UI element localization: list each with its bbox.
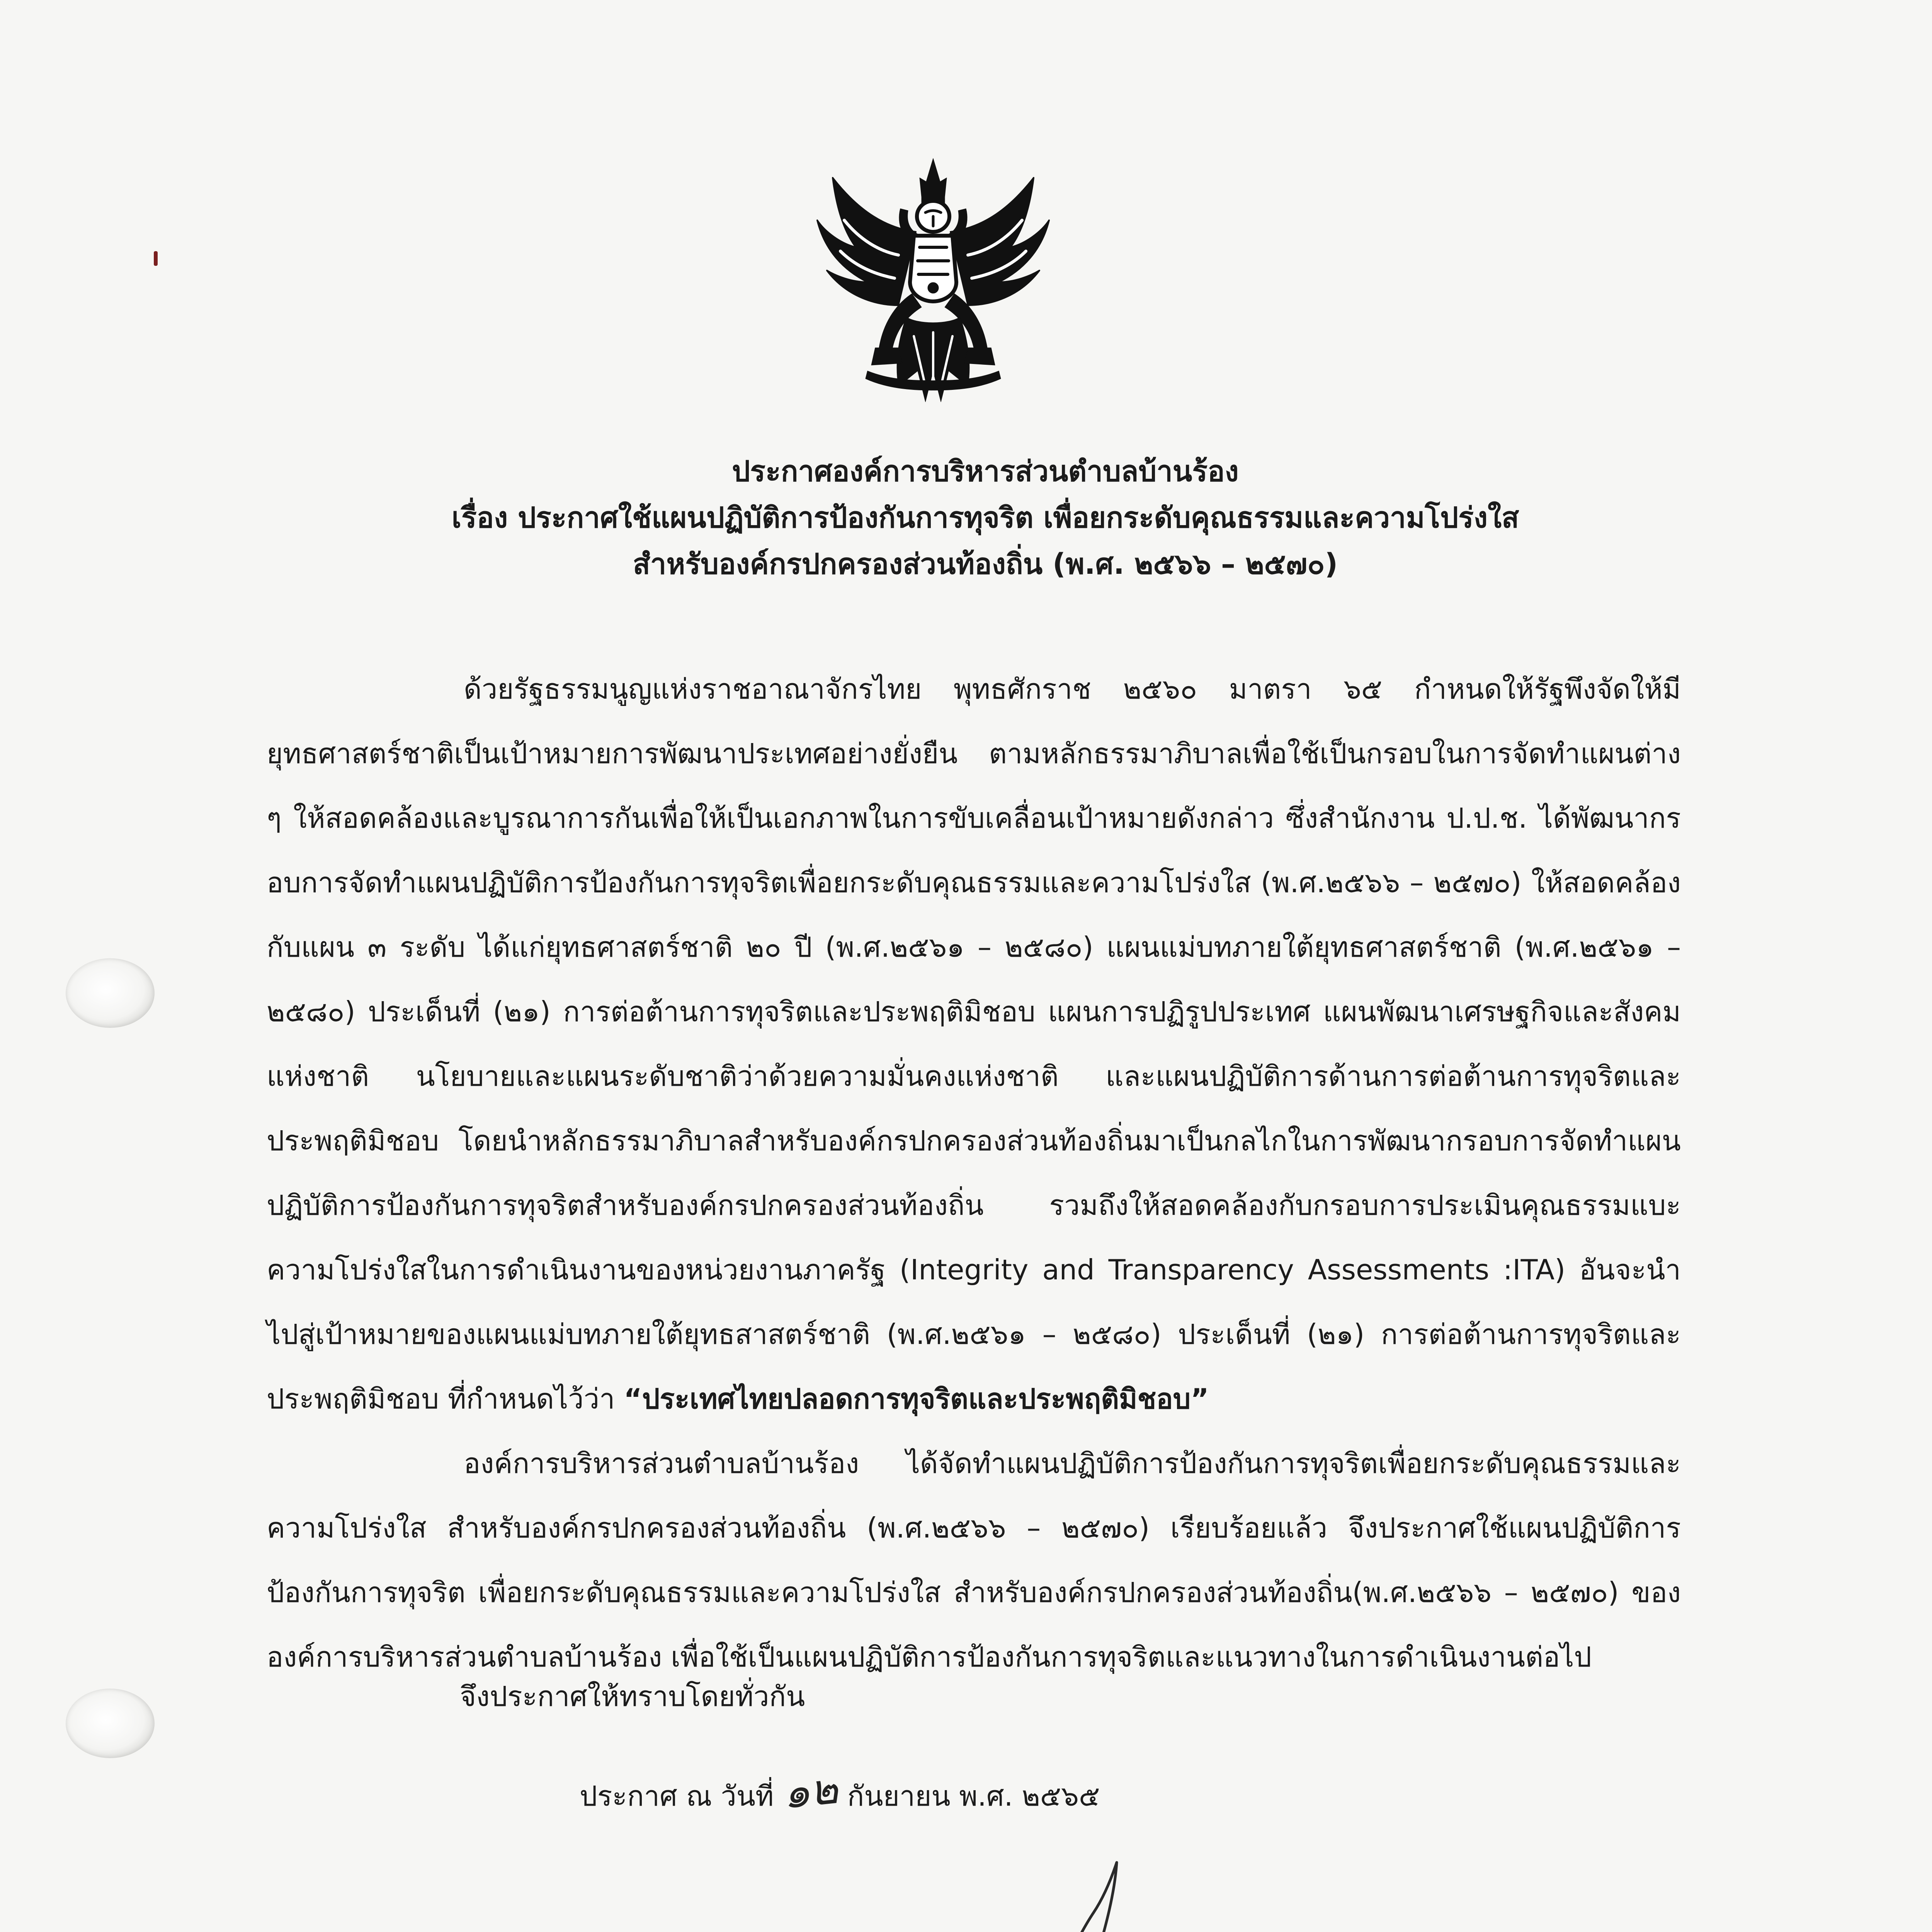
stray-ink-mark	[154, 251, 158, 266]
paragraph-1-text: ด้วยรัฐธรรมนูญแห่งราชอาณาจักรไทย พุทธศักราช ๒๕๖๐ มาตรา ๖๕ กำหนดให้รัฐพึงจัดให้มียุทธศาสตร์ชาติเป็นเป้าหมายการพัฒนาประเทศอย่างยั่งยืน ตามหลักธรรมาภิบาลเพื่อใช้เป็นกรอบในการจัดทำแผนต่าง ๆ ให้สอดคล้องและบูรณาการกันเพื่อให้เป็นเอกภาพในการขับเคลื่อนเป้าหมายดังกล่าว ซึ่งสำนักงาน ป.ป.ช. ได้พัฒนากรอบการจัดทำแผนปฏิบัติการป้องกันการทุจริตเพื่อยกระดับคุณธรรมและความโปร่งใส (พ.ศ.๒๕๖๖ – ๒๕๗๐) ให้สอดคล้องกับแผน ๓ ระดับ ได้แก่ยุทธศาสตร์ชาติ ๒๐ ปี (พ.ศ.๒๕๖๑ – ๒๕๘๐) แผนแม่บทภายใต้ยุทธศาสตร์ชาติ (พ.ศ.๒๕๖๑ – ๒๕๘๐) ประเด็นที่ (๒๑) การต่อต้านการทุจริตและประพฤติมิชอบ แผนการปฏิรูปประเทศ แผนพัฒนาเศรษฐกิจและสังคมแห่งชาติ นโยบายและแผนระดับชาติว่าด้วยความมั่นคงแห่งชาติ และแผนปฏิบัติการด้านการต่อต้านการทุจริตและประพฤติมิชอบ โดยนำหลักธรรมาภิบาลสำหรับองค์กรปกครองส่วนท้องถิ่นมาเป็นกลไกในการพัฒนากรอบการจัดทำแผนปฏิบัติการป้องกันการทุจริตสำหรับองค์กรปกครองส่วนท้องถิ่น รวมถึงให้สอดคล้องกับกรอบการประเมินคุณธรรมแบะความโปร่งใสในการดำเนินงานของหน่วยงานภาครัฐ (Integrity and Transparency Assessments :ITA) อันจะนำไปสู่เป้าหมายของแผนแม่บทภายใต้ยุทธสาสตร์ชาติ (พ.ศ.๒๕๖๑ – ๒๕๘๐) ประเด็นที่ (๒๑) การต่อต้านการทุจริตและประพฤติมิชอบ ที่กำหนดไว้ว่า	[267, 673, 1681, 1415]
handwritten-signature	[877, 1839, 1186, 1932]
closing-announcement: จึงประกาศให้ทราบโดยทั่วกัน	[460, 1680, 805, 1713]
punch-hole-lower	[66, 1689, 155, 1758]
title-subject: เรื่อง ประกาศใช้แผนปฏิบัติการป้องกันการทุจริต เพื่อยกระดับคุณธรรมและความโปร่งใส	[451, 501, 1519, 534]
date-day-handwritten: ๑๒	[781, 1763, 841, 1819]
slogan-text: “ประเทศไทยปลอดการทุจริตและประพฤติมิชอบ”	[624, 1383, 1209, 1415]
document-title	[270, 448, 1700, 587]
announcement-date	[580, 1763, 1100, 1819]
garuda-emblem-icon	[810, 155, 1057, 425]
document-body	[267, 657, 1681, 1689]
body-paragraph-1	[267, 657, 1681, 1431]
body-paragraph-2: องค์การบริหารส่วนตำบลบ้านร้อง ได้จัดทำแผนปฏิบัติการป้องกันการทุจริตเพื่อยกระดับคุณธรรมและความโปร่งใส สำหรับองค์กรปกครองส่วนท้องถิ่น (พ.ศ.๒๕๖๖ – ๒๕๗๐) เรียบร้อยแล้ว จึงประกาศใช้แผนปฏิบัติการป้องกันการทุจริต เพื่อยกระดับคุณธรรมและความโปร่งใส สำหรับองค์กรปกครองส่วนท้องถิ่น(พ.ศ.๒๕๖๖ – ๒๕๗๐) ขององค์การบริหารส่วนตำบลบ้านร้อง เพื่อใช้เป็นแผนปฏิบัติการป้องกันการทุจริตและแนวทางในการดำเนินงานต่อไป	[267, 1447, 1681, 1673]
title-scope: สำหรับองค์กรปกครองส่วนท้องถิ่น (พ.ศ. ๒๕๖๖ – ๒๕๗๐)	[633, 548, 1338, 581]
title-issuer: ประกาศองค์การบริหารส่วนตำบลบ้านร้อง	[732, 455, 1239, 488]
punch-hole-upper	[66, 958, 155, 1028]
date-month-year: กันยายน พ.ศ. ๒๕๖๕	[847, 1780, 1100, 1812]
date-prefix: ประกาศ ณ วันที่	[580, 1780, 774, 1812]
